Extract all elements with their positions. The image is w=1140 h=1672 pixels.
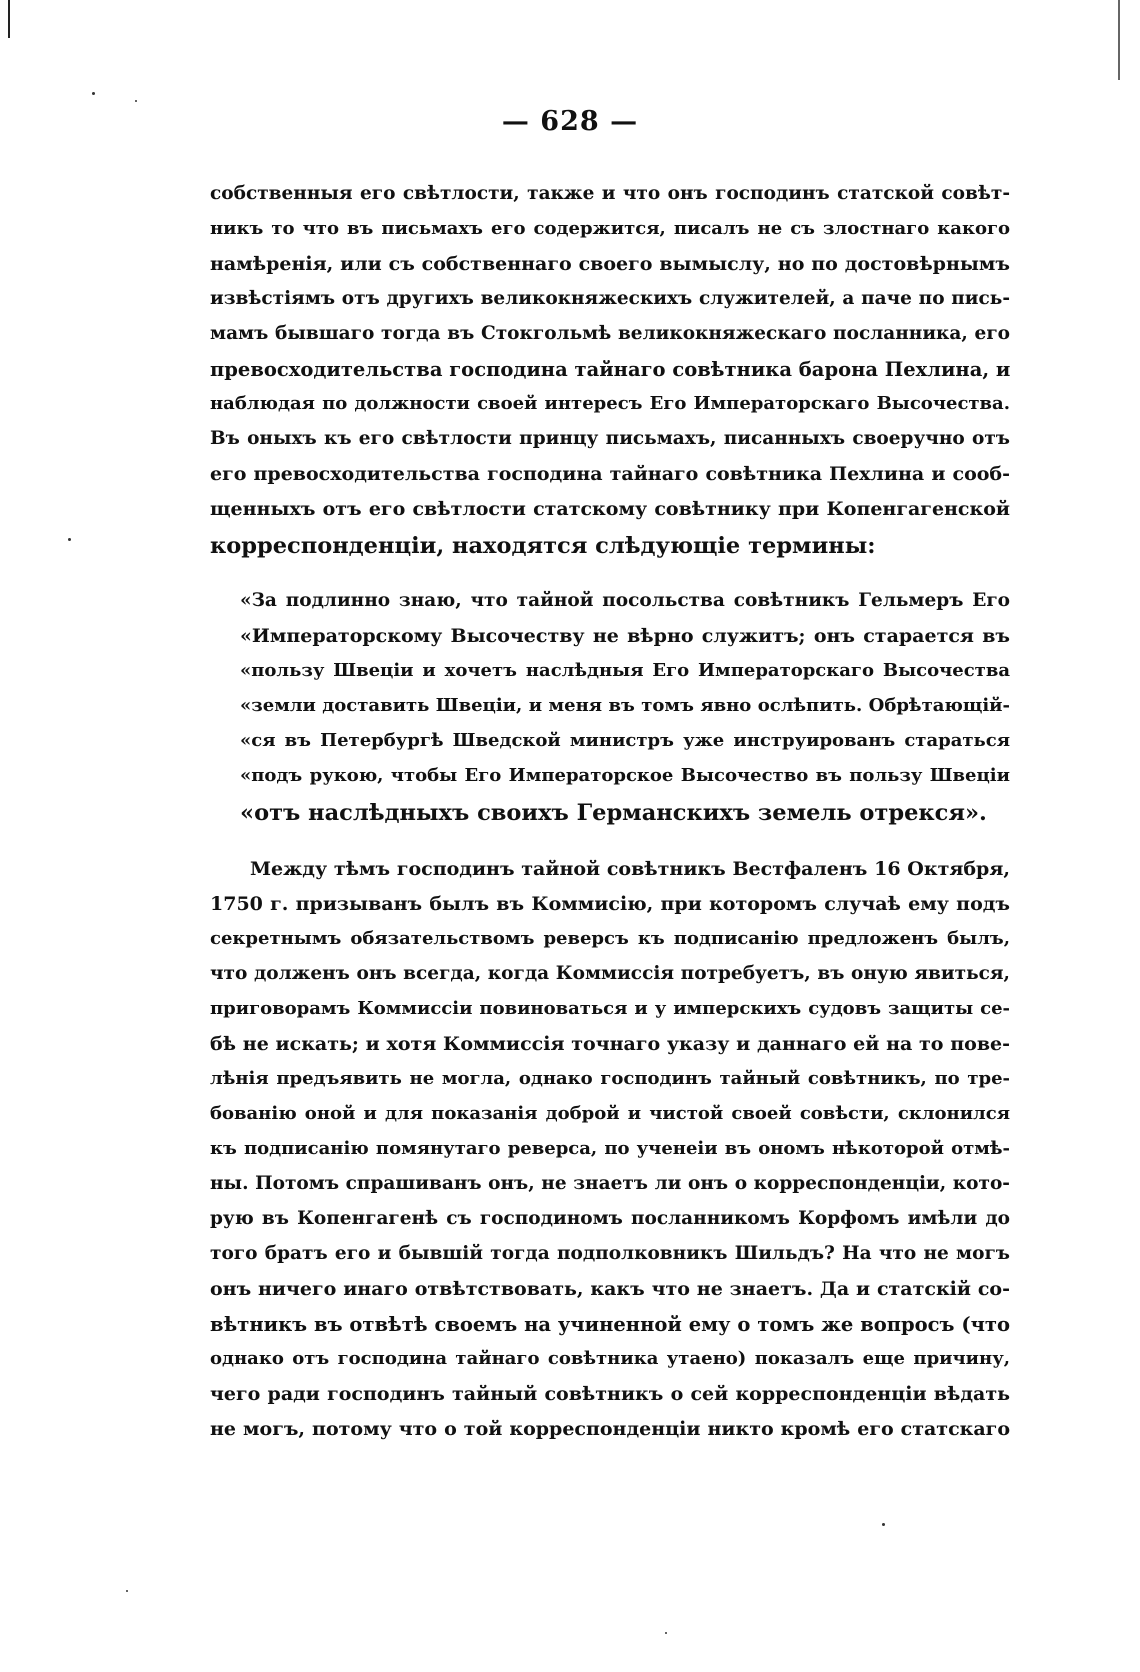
scan-speck — [135, 100, 137, 102]
text-line: къ подписанію помянутаго реверса, по ученеіи въ ономъ нѣкоторой отмѣ- — [210, 1138, 1010, 1159]
text-line: рую въ Копенгагенѣ съ господиномъ посланникомъ Корфомъ имѣли до — [210, 1208, 1010, 1229]
quote-line: «Императорскому Высочеству не вѣрно служитъ; онъ старается въ — [240, 625, 1010, 647]
text-line: чего ради господинъ тайный совѣтникъ о сей корреспонденціи вѣдать — [210, 1383, 1010, 1405]
scan-speck — [126, 1590, 128, 1592]
quote-line: «земли доставить Швеціи, и меня въ томъ явно ослѣпить. Обрѣтающій- — [240, 695, 1010, 716]
text-line: собственныя его свѣтлости, также и что онъ господинъ статской совѣт- — [210, 183, 1010, 204]
text-line: мамъ бывшаго тогда въ Стокгольмѣ великокняжескаго посланника, его — [210, 323, 1010, 344]
text-line: 1750 г. призыванъ былъ въ Коммисію, при которомъ случаѣ ему подъ — [210, 893, 1010, 915]
text-line: превосходительства господина тайнаго совѣтника барона Пехлина, и — [210, 358, 1011, 381]
text-line: Между тѣмъ господинъ тайной совѣтникъ Вестфаленъ 16 Октября, — [250, 858, 1010, 880]
quote-line: «За подлинно знаю, что тайной посольства совѣтникъ Гельмеръ Его — [240, 590, 1010, 611]
page-edge-right — [1118, 0, 1120, 80]
text-line: корреспонденціи, находятся слѣдующіе термины: — [210, 533, 876, 559]
text-line: бѣ не искать; и хотя Коммиссія точнаго указу и даннаго ей на то пове- — [210, 1033, 1010, 1055]
scan-speck — [92, 92, 95, 95]
scan-speck — [68, 538, 71, 541]
quote-line: «пользу Швеціи и хочетъ наслѣдныя Его Императорскаго Высочества — [240, 660, 1010, 681]
text-line: ны. Потомъ спрашиванъ онъ, не знаетъ ли онъ о корреспонденціи, кото- — [210, 1173, 1010, 1194]
quote-line: «подъ рукою, чтобы Его Императорское Высочество въ пользу Швеціи — [240, 765, 1010, 786]
quote-line: «отъ наслѣдныхъ своихъ Германскихъ земель отрекся». — [240, 800, 987, 826]
text-line: бованію оной и для показанія доброй и чистой своей совѣсти, склонился — [210, 1103, 1010, 1124]
text-line: однако отъ господина тайнаго совѣтника утаено) показалъ еще причину, — [210, 1348, 1010, 1369]
text-line: приговорамъ Коммиссіи повиноваться и у имперскихъ судовъ защиты се- — [210, 998, 1010, 1019]
text-line: его превосходительства господина тайнаго совѣтника Пехлина и сооб- — [210, 463, 1010, 485]
text-line: Въ оныхъ къ его свѣтлости принцу письмахъ, писанныхъ своеручно отъ — [210, 428, 1010, 449]
text-line: извѣстіямъ отъ другихъ великокняжескихъ служителей, а паче по пись- — [210, 288, 1010, 309]
text-line: онъ ничего инаго отвѣтствовать, какъ что не знаетъ. Да и статскій со- — [210, 1278, 1010, 1300]
text-line: секретнымъ обязательствомъ реверсъ къ подписанію предложенъ былъ, — [210, 928, 1010, 949]
text-line: лѣнія предъявить не могла, однако господинъ тайный совѣтникъ, по тре- — [210, 1068, 1010, 1089]
text-line: щенныхъ отъ его свѣтлости статскому совѣтнику при Копенгагенской — [210, 498, 1010, 520]
text-line: того братъ его и бывшій тогда подполковникъ Шильдъ? На что не могъ — [210, 1243, 1010, 1264]
scan-speck — [882, 1523, 885, 1526]
page-edge-left — [8, 0, 10, 38]
page-number: — 628 — — [501, 106, 639, 137]
text-line: никъ то что въ письмахъ его содержится, писалъ не съ злостнаго какого — [210, 218, 1010, 239]
quote-line: «ся въ Петербургѣ Шведской министръ уже инструированъ стараться — [240, 730, 1010, 751]
text-line: вѣтникъ въ отвѣтѣ своемъ на учиненной ему о томъ же вопросъ (что — [210, 1313, 1010, 1336]
text-line: что долженъ онъ всегда, когда Коммиссія потребуетъ, въ оную явиться, — [210, 963, 1010, 984]
text-line: не могъ, потому что о той корреспонденціи никто кромѣ его статскаго — [210, 1418, 1010, 1440]
text-line: наблюдая по должности своей интересъ Его Императорскаго Высочества. — [210, 393, 1010, 414]
scan-speck — [665, 1632, 667, 1634]
text-line: намѣренія, или съ собственнаго своего вымыслу, но по достовѣрнымъ — [210, 253, 1010, 275]
